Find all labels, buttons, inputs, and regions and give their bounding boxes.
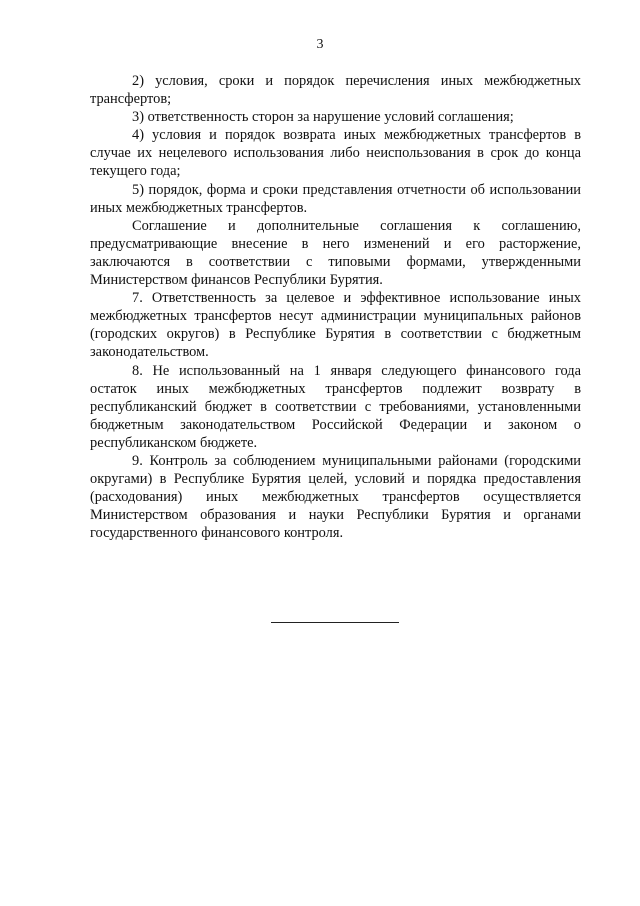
paragraph-section-8: 8. Не использованный на 1 января следующего финансового года остаток иных межбюджетных трансфертов подлежит возврату в республиканский бюджет в соответствии с требованиями, установленными бюджетным законодательством Российской Федерации и законом о республиканском бюджете.	[90, 362, 581, 451]
paragraph-section-7: 7. Ответственность за целевое и эффективное использование иных межбюджетных трансфертов несут администрации муниципальных районов (городских округов) в Республике Бурятия в соответствии с бюджетным законодательством.	[90, 290, 581, 361]
end-separator-line	[271, 622, 399, 623]
paragraph-agreements: Соглашение и дополнительные соглашения к соглашению, предусматривающие внесение в него изменений и его расторжение, заключаются в соответствии с типовыми формами, утвержденными Министерством финансов Республики Бурятия.	[90, 217, 581, 289]
paragraph-item-3: 3) ответственность сторон за нарушение условий соглашения;	[132, 109, 514, 126]
paragraph-item-2: 2) условия, сроки и порядок перечисления иных межбюджетных трансфертов;	[90, 73, 581, 108]
paragraph-item-4: 4) условия и порядок возврата иных межбюджетных трансфертов в случае их нецелевого использования либо неиспользования в срок до конца текущего года;	[90, 127, 581, 180]
page-number: 3	[316, 37, 324, 52]
paragraph-section-9: 9. Контроль за соблюдением муниципальными районами (городскими округами) в Республике Бурятия целей, условий и порядка предоставления (расходования) иных межбюджетных трансфертов осуществляется Министерством образования и науки Республики Бурятия и органами государственного финансового контроля.	[90, 452, 581, 542]
paragraph-item-5: 5) порядок, форма и сроки представления отчетности об использовании иных межбюджетных трансфертов.	[90, 181, 581, 216]
document-body	[90, 72, 581, 542]
